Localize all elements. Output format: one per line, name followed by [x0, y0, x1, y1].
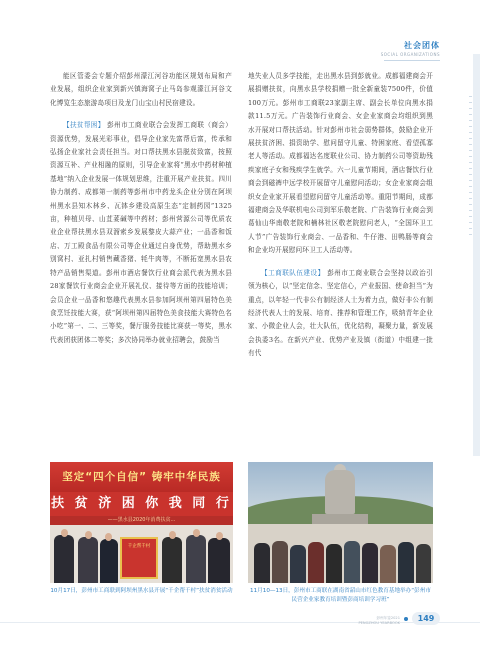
- person-figure: [208, 538, 230, 583]
- person-head: [169, 531, 176, 539]
- section-title: 社会团体: [404, 41, 440, 50]
- person-figure: [398, 542, 414, 583]
- paragraph-body: 彭州市工商业联合会坚持以政治引领为核心，以“坚定信念、坚定信心，产业报国、使命担当”为重点，以年轻一代非公有制经济人士为着力点，做好非公有制经济代表人士的发展、培育、推荐和管理工作，吸纳青年企业家、小微企业人会，壮大队伍，优化结构，凝聚力量，新发展会执委3名。在新兴产业、优势产业及镇（街道）中组建一批有代: [248, 268, 433, 358]
- photo-caption-right: 11月10—13日，彭州市工商联在湖南省韶山市红色教育基地举办“彭州市民营企业家教育培训暨彭商培训学习班”: [250, 588, 431, 603]
- paragraph-poverty-relief: [50, 119, 232, 347]
- person-figure: [326, 544, 342, 583]
- section-subtitle: SOCIAL ORGANIZATIONS: [380, 52, 440, 57]
- person-head: [105, 533, 112, 541]
- page-number: 149: [412, 612, 440, 625]
- person-head: [193, 529, 200, 537]
- section-heading: 【扶贫帮困】: [63, 121, 105, 130]
- person-head: [216, 532, 223, 540]
- award-plaque: 千企帮千村: [120, 537, 158, 579]
- person-figure: [78, 537, 98, 583]
- photo-banner-sub: ——黑水县2020年消费扶贫...: [50, 516, 233, 525]
- photo-shaoshan-training: [248, 462, 433, 583]
- footer-tag-line: 彭州年鉴2021: [376, 616, 400, 620]
- person-figure: [290, 545, 306, 583]
- person-figure: [416, 544, 431, 583]
- person-figure: [100, 539, 118, 583]
- statue: [325, 470, 355, 514]
- paragraph-team-building: [248, 267, 433, 361]
- person-figure: [344, 541, 360, 583]
- person-figure: [272, 541, 288, 583]
- photo-crowd: [50, 525, 233, 583]
- person-head: [61, 529, 68, 537]
- footer-rule: [0, 622, 480, 623]
- photo-banner-top: 坚定“四个自信” 铸牢中华民族: [50, 462, 233, 492]
- photo-caption-left: 10月17日，彭州市工商联到阿坝州黑水县开展“千企帮千村”扶贫消贫活动: [50, 588, 233, 594]
- photo-group: [248, 524, 433, 583]
- side-decoration-strip: [473, 54, 480, 456]
- right-text-column: [248, 70, 433, 361]
- person-figure: [308, 542, 324, 583]
- person-figure: [254, 543, 270, 583]
- person-figure: [362, 543, 378, 583]
- header-rule: [384, 60, 440, 61]
- section-header: [381, 40, 440, 57]
- paragraph-body: 彭州市工商业联合会发挥工商联（商会）资源优势，发展光彩事业，倡导企业家先富帮后富，传承和弘扬企业家社会责任担当。对口帮扶黑水县脱贫致富，按照资源互补、产业相融的原则，引导企业家将“黑水中药材种植基地”纳入企业发展一体规划思维，注重开展产业扶贫。四川协力制药、成都第一制药等彭州市中药龙头企业分别在阿坝州黑水县知木林乡、瓦钵乡建设高原生态“定制药园”1325亩，种植贝母、山苴荽碱等中药材；彭州营源公司等优质农业企业帮扶黑水县双溜索乡发展黎皮大蒜产业；一品香和饭店、万工殿食品有限公司等企业通过自身优势，帮助黑水乡别窝村、亚扎村销售藏香猪、牦牛肉等，不断拓宽黑水县农特产品销售渠道。彭州市酒店餐饮行业商会派代表为黑水县28家餐饮行业商会企业开展礼仪、接待等方面的技能培训；会员企业一品香和悠趣代表黑水县参加阿坝州第四届特色美食烹饪技能大赛，获“阿坝州第四届特色美食技能大赛特色名小吃”第一、二、三等奖，餐厅服务技能比赛获一等奖，黑水代表团获团体二等奖；多次协同举办就业招聘会，鼓励当: [50, 121, 233, 344]
- page-dot-icon: [404, 617, 408, 621]
- person-figure: [162, 537, 182, 583]
- footer-tag: [344, 616, 400, 626]
- footer-tag-line: PENGZHOU YEARBOOK: [358, 621, 400, 625]
- person-head: [85, 531, 92, 539]
- paragraph: 地失业人员多学技能，走出黑水县到彭就业。成都福建商会开展捐赠扶贫，向黑水县学校捐赠一批全新童装7500件，价值100万元。彭州市工商联23家副主席、副会长单位向黑水捐款11.5万元。广告装饰行业商会、女企业家商会均组织到黑水开展对口帮扶活动。针对彭州市社会弱势群体，鼓励企业开展扶贫济困、捐资助学、慰问留守儿童、特困家庭、看望孤寡老人等活动。成都福达名度联业公司、协力制药公司等资助残疾家庭子女和残疾学生就学。六一儿童节期间，酒店餐饮行业商会到磁裤中远学校开展留守儿童慰问活动；女企业家商会组织女企业家开展看望慰问留守儿童活动等。重阳节期间，成都福建商会及华联机电公司到军乐敬老院、广告装饰行业商会到葛仙山华南敬老院和楠林社区敬老院慰问老人，“全国环卫工人节”广告装饰行业商会、一品香和、牛仔港、田鸭肠等商会和企业均开展慰问环卫工人活动等。: [248, 72, 433, 255]
- photo-poverty-relief-event: [50, 462, 233, 583]
- person-figure: [54, 535, 74, 583]
- photo-banner-main: 扶 贫 济 困 你 我 同 行: [50, 492, 233, 516]
- paragraph: 能区管委会专题介绍彭州濛江河谷功能区规划布局和产业发展，组织企业家到新兴镇海窝子止马岛参观濛江河谷文化博览生态旅游岛项目及龙门山宝山村民宿建设。: [50, 72, 232, 107]
- person-figure: [380, 545, 396, 583]
- side-decoration-ticks: [469, 96, 472, 236]
- person-figure: [186, 535, 206, 583]
- left-text-column: [50, 70, 232, 347]
- section-heading: 【工商联队伍建设】: [261, 268, 325, 277]
